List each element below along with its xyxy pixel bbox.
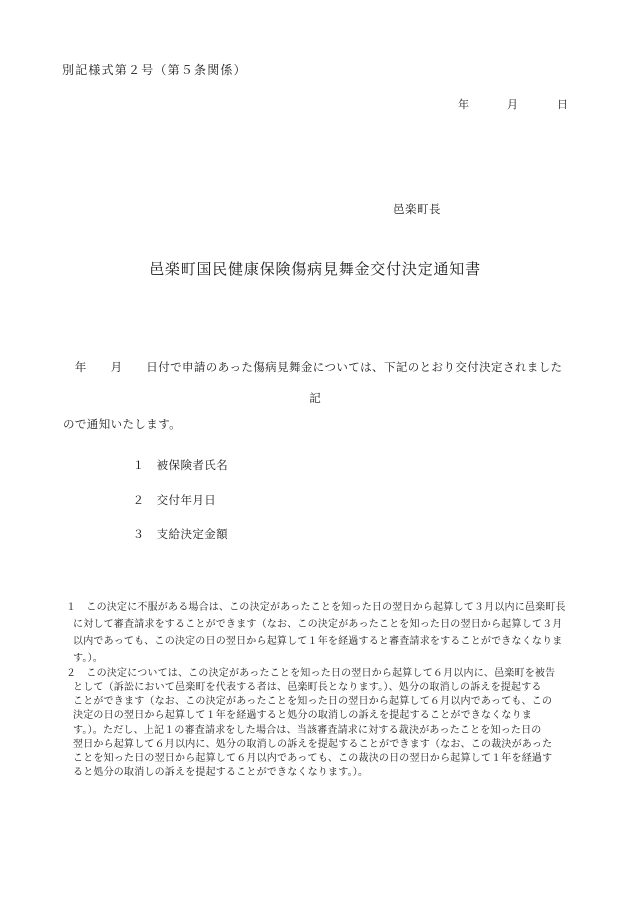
date-month-label: 月 <box>507 99 518 111</box>
item-number: ３ <box>132 529 145 541</box>
document-title: 邑楽町国民健康保険傷病見舞金交付決定通知書 <box>149 262 481 278</box>
note-line: 決定の日の翌日から起算して１年を経過すると処分の取消しの訴えを提起することができなくなりま <box>73 710 532 722</box>
body-line: ので通知いたします。 <box>63 419 182 431</box>
note-line: ことができます（なお、この決定があったことを知った日の翌日から起算して６月以内であっても、この <box>73 696 553 708</box>
item-label: 被保険者氏名 <box>156 460 229 472</box>
ki-heading: 記 <box>309 393 321 405</box>
body-line: 年 月 日付で申請のあった傷病見舞金については、下記のとおり交付決定されました <box>63 362 563 374</box>
note-line: す。）。 <box>73 653 103 664</box>
note-line: す。）。ただし、上記１の審査請求をした場合は、当該審査請求に対する裁決があったことを知った日の <box>73 724 542 736</box>
item-number: ２ <box>132 495 145 507</box>
sender-name: 邑楽町長 <box>393 204 441 216</box>
note-1 <box>66 599 566 667</box>
note-line: ことを知った日の翌日から起算して６月以内であっても、この裁決の日の翌日から起算して１年を経過す <box>73 752 553 764</box>
item-label: 支給決定金額 <box>156 529 229 541</box>
note-line: 翌日から起算して６月以内に、処分の取消しの訴えを提起することができます（なお、この裁決があった <box>73 738 553 750</box>
note-line: ると処分の取消しの訴えを提起することができなくなります。）。 <box>73 767 369 779</box>
item-label: 交付年月日 <box>156 495 217 507</box>
note-line: ２ この決定については、この決定があったことを知った日の翌日から起算して６月以内に、邑楽町を被告 <box>66 668 556 679</box>
note-2 <box>66 667 555 780</box>
list-item <box>113 514 228 556</box>
date-day-label: 日 <box>557 99 568 111</box>
note-line: １ この決定に不服がある場合は、この決定があったことを知った日の翌日から起算して３月以内に邑楽町長 <box>66 602 566 613</box>
note-line: に対して審査請求をすることができます（なお、この決定があったことを知った日の翌日から起算して３月 <box>73 619 563 630</box>
form-number: 別記様式第２号（第５条関係） <box>62 63 247 77</box>
date-year-label: 年 <box>458 99 469 111</box>
date-line <box>0 98 630 112</box>
note-line: 以内であっても、この決定の日の翌日から起算して１年を経過すると審査請求をすることができなくなりま <box>73 636 563 647</box>
note-line: として（訴訟において邑楽町を代表する者は、邑楽町長となります。）、処分の取消しの訴えを提起する <box>73 682 542 694</box>
item-number: １ <box>132 460 145 472</box>
